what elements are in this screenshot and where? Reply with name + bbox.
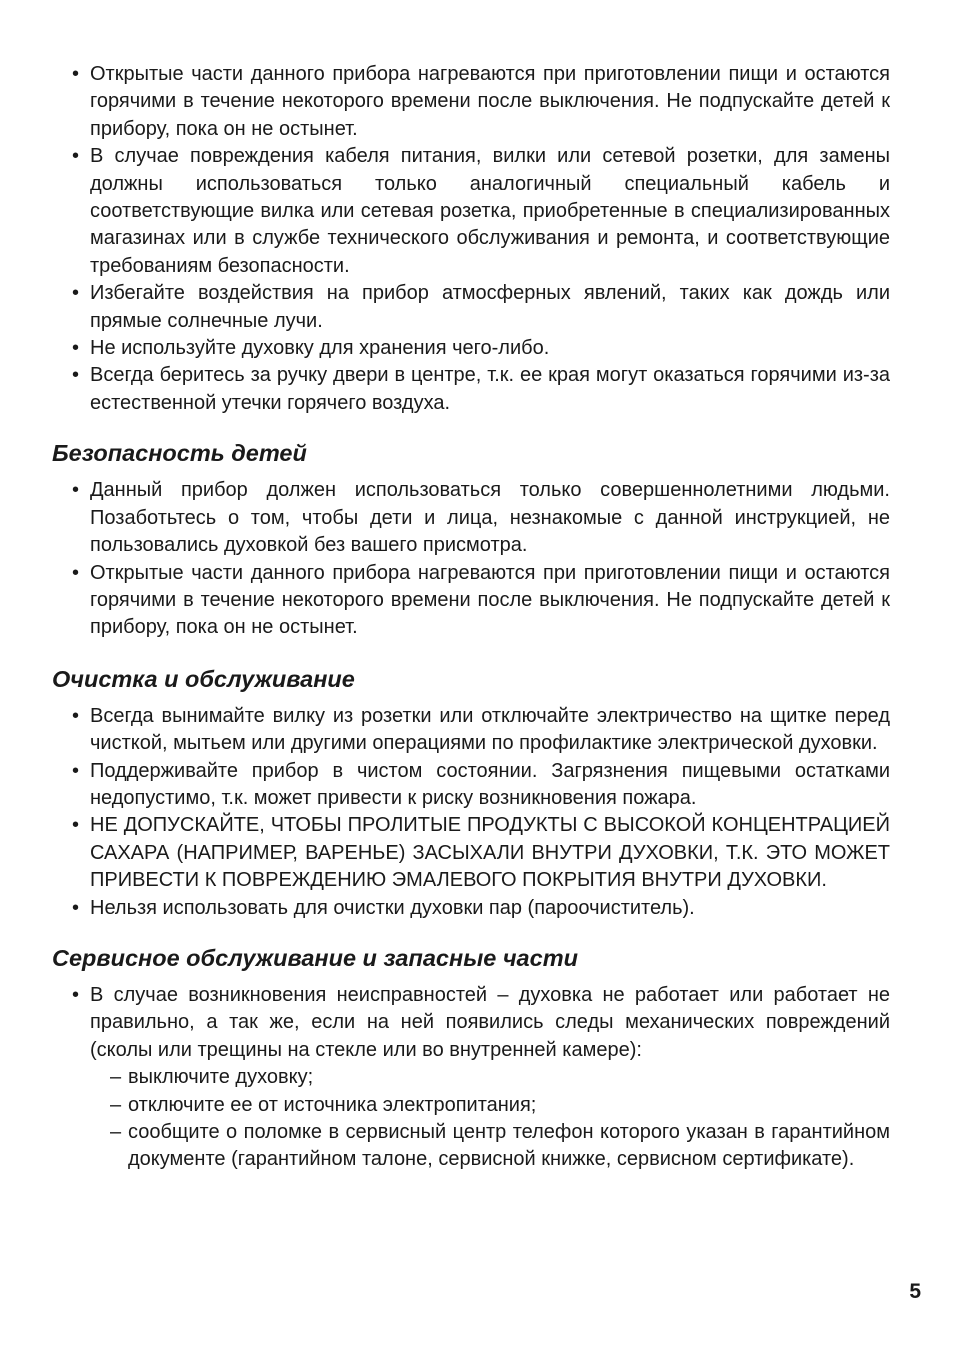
list-item: • Всегда беритесь за ручку двери в центре, т.к. ее края могут оказаться горячими из-за естественной утечки горячего воздуха. [52,362,890,417]
list-item: • НЕ ДОПУСКАЙТЕ, ЧТОБЫ ПРОЛИТЫЕ ПРОДУКТЫ С ВЫСОКОЙ КОНЦЕНТРАЦИЕЙ САХАРА (НАПРИМЕР, ВАРЕНЬЕ) ЗАСЫХАЛИ ВНУТРИ ДУХОВКИ, Т.К. ЭТО МОЖЕТ ПРИВЕСТИ К ПОВРЕЖДЕНИЮ ЭМАЛЕВОГО ПОКРЫТИЯ ВНУТРИ ДУХОВКИ. [52,812,890,894]
list-item: • Всегда вынимайте вилку из розетки или отключайте электричество на щитке перед чисткой, мытьем или другими операциями по профилактике электрической духовки. [52,703,890,758]
service-steps-list [52,1064,890,1174]
step-item: – выключите духовку; [52,1064,890,1091]
list-item: • В случае повреждения кабеля питания, вилки или сетевой розетки, для замены должны использоваться только аналогичный специальный кабель и соответствующие вилка или сетевая розетка, приобретенные в специализированных магазинах или в службе технического обслуживания и ремонта, и соответствующие требованиям безопасности. [52,143,890,280]
intro-bullet-list [52,61,890,417]
section-heading-service: Сервисное обслуживание и запасные части [52,944,578,971]
step-item: – сообщите о поломке в сервисный центр телефон которого указан в гарантийном документе (гарантийном талоне, сервисной книжке, сервисном сертификате). [52,1119,890,1174]
page-content [52,61,890,1174]
list-item: • Данный прибор должен использоваться только совершеннолетними людьми. Позаботьтесь о том, чтобы дети и лица, незнакомые с данной инструкцией, не пользовались духовкой без вашего присмотра. [52,477,890,559]
section-heading-child-safety: Безопасность детей [52,440,307,467]
step-item: – отключите ее от источника электропитания; [52,1092,890,1119]
cleaning-bullet-list [52,703,890,922]
section-heading-cleaning: Очистка и обслуживание [52,665,355,692]
list-item: • Избегайте воздействия на прибор атмосферных явлений, таких как дождь или прямые солнечные лучи. [52,280,890,335]
list-item: • Открытые части данного прибора нагреваются при приготовлении пищи и остаются горячими в течение некоторого времени после выключения. Не подпускайте детей к прибору, пока он не остынет. [52,61,890,143]
list-item: • В случае возникновения неисправностей – духовка не работает или работает не правильно, а так же, если на ней появились следы механических повреждений (сколы или трещины на стекле или во внутренней камере): [52,982,890,1064]
list-item: • Поддерживайте прибор в чистом состоянии. Загрязнения пищевыми остатками недопустимо, т.к. может привести к риску возникновения пожара. [52,758,890,813]
service-bullet-list [52,982,890,1064]
page-number: 5 [909,1280,921,1303]
list-item: • Не используйте духовку для хранения чего-либо. [52,335,890,362]
list-item: • Открытые части данного прибора нагреваются при приготовлении пищи и остаются горячими в течение некоторого времени после выключения. Не подпускайте детей к прибору, пока он не остынет. [52,560,890,642]
child-safety-bullet-list [52,477,890,641]
list-item: • Нельзя использовать для очистки духовки пар (пароочиститель). [52,895,890,922]
